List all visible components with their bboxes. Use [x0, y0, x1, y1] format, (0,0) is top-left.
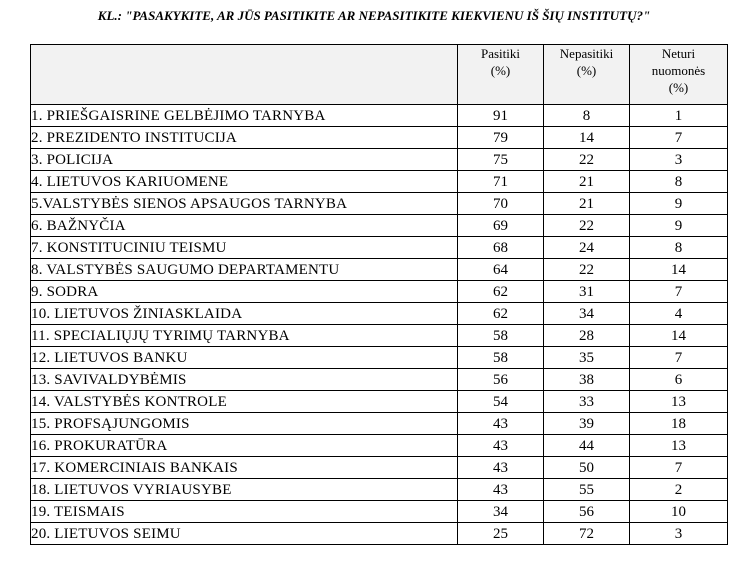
trust-cell: 34 [458, 501, 544, 523]
no-opinion-cell: 8 [630, 237, 728, 259]
institution-cell: 4. LIETUVOS KARIUOMENE [31, 171, 458, 193]
no-opinion-cell: 13 [630, 391, 728, 413]
distrust-cell: 24 [544, 237, 630, 259]
table-row [31, 303, 728, 325]
institution-cell: 17. KOMERCINIAIS BANKAIS [31, 457, 458, 479]
no-opinion-cell: 14 [630, 325, 728, 347]
trust-cell: 69 [458, 215, 544, 237]
trust-cell: 75 [458, 149, 544, 171]
institution-cell: 15. PROFSĄJUNGOMIS [31, 413, 458, 435]
institution-cell: 13. SAVIVALDYBĖMIS [31, 369, 458, 391]
header-no-opinion [630, 45, 728, 105]
no-opinion-cell: 3 [630, 523, 728, 545]
table-header-row [31, 45, 728, 105]
no-opinion-cell: 14 [630, 259, 728, 281]
distrust-cell: 21 [544, 193, 630, 215]
table-row [31, 171, 728, 193]
institution-cell: 2. PREZIDENTO INSTITUCIJA [31, 127, 458, 149]
distrust-cell: 72 [544, 523, 630, 545]
no-opinion-cell: 7 [630, 347, 728, 369]
trust-cell: 62 [458, 281, 544, 303]
distrust-cell: 8 [544, 105, 630, 127]
no-opinion-cell: 7 [630, 127, 728, 149]
table-row [31, 391, 728, 413]
no-opinion-cell: 1 [630, 105, 728, 127]
table-row [31, 369, 728, 391]
no-opinion-cell: 13 [630, 435, 728, 457]
no-opinion-cell: 6 [630, 369, 728, 391]
distrust-cell: 39 [544, 413, 630, 435]
header-no-opinion-line2: nuomonės [651, 63, 706, 78]
table-row [31, 457, 728, 479]
trust-cell: 43 [458, 413, 544, 435]
distrust-cell: 14 [544, 127, 630, 149]
trust-cell: 56 [458, 369, 544, 391]
trust-cell: 91 [458, 105, 544, 127]
trust-cell: 64 [458, 259, 544, 281]
distrust-cell: 22 [544, 215, 630, 237]
no-opinion-cell: 3 [630, 149, 728, 171]
table-row [31, 127, 728, 149]
table-row [31, 501, 728, 523]
table-row [31, 479, 728, 501]
institution-cell: 18. LIETUVOS VYRIAUSYBE [31, 479, 458, 501]
trust-cell: 71 [458, 171, 544, 193]
distrust-cell: 38 [544, 369, 630, 391]
trust-cell: 54 [458, 391, 544, 413]
trust-cell: 79 [458, 127, 544, 149]
distrust-cell: 21 [544, 171, 630, 193]
table-row [31, 325, 728, 347]
institution-cell: 16. PROKURATŪRA [31, 435, 458, 457]
trust-cell: 25 [458, 523, 544, 545]
trust-cell: 58 [458, 347, 544, 369]
institution-cell: 1. PRIEŠGAISRINE GELBĖJIMO TARNYBA [31, 105, 458, 127]
institution-cell: 10. LIETUVOS ŽINIASKLAIDA [31, 303, 458, 325]
header-trust-line2: (%) [490, 63, 511, 78]
table-row [31, 523, 728, 545]
no-opinion-cell: 18 [630, 413, 728, 435]
no-opinion-cell: 8 [630, 171, 728, 193]
table-row [31, 193, 728, 215]
distrust-cell: 34 [544, 303, 630, 325]
institution-cell: 6. BAŽNYČIA [31, 215, 458, 237]
trust-cell: 43 [458, 457, 544, 479]
trust-cell: 62 [458, 303, 544, 325]
institution-cell: 11. SPECIALIŲJŲ TYRIMŲ TARNYBA [31, 325, 458, 347]
header-institution [31, 45, 458, 105]
table-row [31, 215, 728, 237]
header-trust-line1: Pasitiki [480, 46, 520, 61]
distrust-cell: 33 [544, 391, 630, 413]
institution-cell: 12. LIETUVOS BANKU [31, 347, 458, 369]
no-opinion-cell: 9 [630, 215, 728, 237]
trust-cell: 43 [458, 435, 544, 457]
institution-cell: 20. LIETUVOS SEIMU [31, 523, 458, 545]
distrust-cell: 50 [544, 457, 630, 479]
no-opinion-cell: 10 [630, 501, 728, 523]
table-row [31, 237, 728, 259]
institution-cell: 9. SODRA [31, 281, 458, 303]
no-opinion-cell: 4 [630, 303, 728, 325]
header-distrust-line2: (%) [576, 63, 597, 78]
no-opinion-cell: 9 [630, 193, 728, 215]
distrust-cell: 28 [544, 325, 630, 347]
distrust-cell: 55 [544, 479, 630, 501]
table-row [31, 105, 728, 127]
table-row [31, 413, 728, 435]
trust-cell: 70 [458, 193, 544, 215]
distrust-cell: 22 [544, 259, 630, 281]
institution-cell: 19. TEISMAIS [31, 501, 458, 523]
table-row [31, 435, 728, 457]
header-trust [458, 45, 544, 105]
table-row [31, 347, 728, 369]
trust-cell: 58 [458, 325, 544, 347]
trust-cell: 43 [458, 479, 544, 501]
table-row [31, 149, 728, 171]
no-opinion-cell: 2 [630, 479, 728, 501]
header-distrust-line1: Nepasitiki [559, 46, 614, 61]
distrust-cell: 22 [544, 149, 630, 171]
survey-question: KL.: "PASAKYKITE, AR JŪS PASITIKITE AR NEPASITIKITE KIEKVIENU IŠ ŠIŲ INSTITUTŲ?" [97, 8, 651, 23]
header-distrust [544, 45, 630, 105]
institution-cell: 3. POLICIJA [31, 149, 458, 171]
table-row [31, 259, 728, 281]
table-row [31, 281, 728, 303]
institution-cell: 7. KONSTITUCINIU TEISMU [31, 237, 458, 259]
distrust-cell: 44 [544, 435, 630, 457]
distrust-cell: 56 [544, 501, 630, 523]
trust-cell: 68 [458, 237, 544, 259]
no-opinion-cell: 7 [630, 457, 728, 479]
institution-cell: 5.VALSTYBĖS SIENOS APSAUGOS TARNYBA [31, 193, 458, 215]
trust-table [30, 44, 728, 545]
distrust-cell: 35 [544, 347, 630, 369]
institution-cell: 8. VALSTYBĖS SAUGUMO DEPARTAMENTU [31, 259, 458, 281]
distrust-cell: 31 [544, 281, 630, 303]
header-no-opinion-line1: Neturi [661, 46, 696, 61]
header-no-opinion-line3: (%) [668, 80, 689, 95]
institution-cell: 14. VALSTYBĖS KONTROLE [31, 391, 458, 413]
no-opinion-cell: 7 [630, 281, 728, 303]
